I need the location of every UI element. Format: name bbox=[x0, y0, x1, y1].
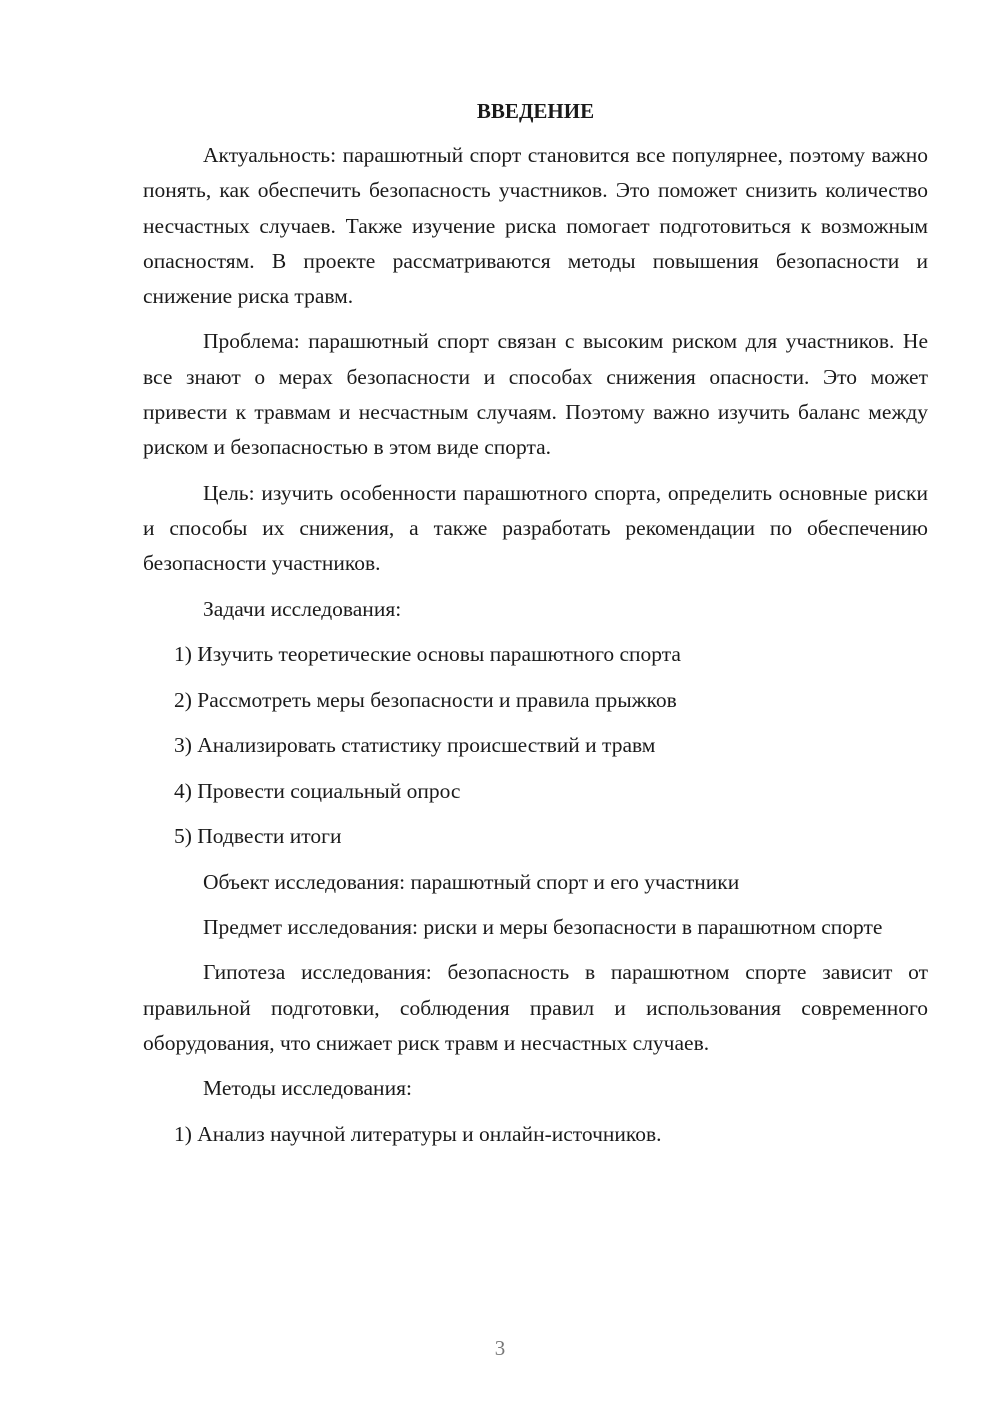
task-item: 3) Анализировать статистику происшествий и травм bbox=[174, 733, 656, 758]
hypothesis-paragraph: Гипотеза исследования: безопасность в парашютном спорте зависит от правильной подготовки, соблюдения правил и использования современного оборудования, что снижает риск травм и несчастных случаев. bbox=[143, 960, 928, 1055]
task-item: 4) Провести социальный опрос bbox=[174, 778, 461, 803]
object-paragraph: Объект исследования: парашютный спорт и его участники bbox=[203, 869, 740, 894]
section-heading: ВВЕДЕНИЕ bbox=[476, 99, 595, 123]
document-page bbox=[143, 96, 928, 1162]
method-item: 1) Анализ научной литературы и онлайн-источников. bbox=[174, 1121, 662, 1146]
tasks-heading: Задачи исследования: bbox=[203, 596, 402, 621]
page-number: 3 bbox=[494, 1336, 506, 1360]
problem-paragraph: Проблема: парашютный спорт связан с высоким риском для участников. Не все знают о мерах безопасности и способах снижения опасности. Это может привести к травмам и несчастным случаям. Поэтому важно изучить баланс между риском и безопасностью в этом виде спорта. bbox=[143, 329, 928, 460]
methods-heading: Методы исследования: bbox=[203, 1076, 412, 1101]
relevance-paragraph: Актуальность: парашютный спорт становится все популярнее, поэтому важно понять, как обеспечить безопасность участников. Это поможет снизить количество несчастных случаев. Также изучение риска помогает подготовиться к возможным опасностям. В проекте рассматриваются методы повышения безопасности и снижение риска травм. bbox=[143, 143, 928, 309]
task-item: 2) Рассмотреть меры безопасности и правила прыжков bbox=[174, 687, 677, 712]
task-item: 5) Подвести итоги bbox=[174, 824, 342, 849]
subject-paragraph: Предмет исследования: риски и меры безопасности в парашютном спорте bbox=[203, 915, 883, 940]
task-item: 1) Изучить теоретические основы парашютного спорта bbox=[174, 642, 681, 667]
goal-paragraph: Цель: изучить особенности парашютного спорта, определить основные риски и способы их снижения, а также разработать рекомендации по обеспечению безопасности участников. bbox=[143, 480, 928, 576]
